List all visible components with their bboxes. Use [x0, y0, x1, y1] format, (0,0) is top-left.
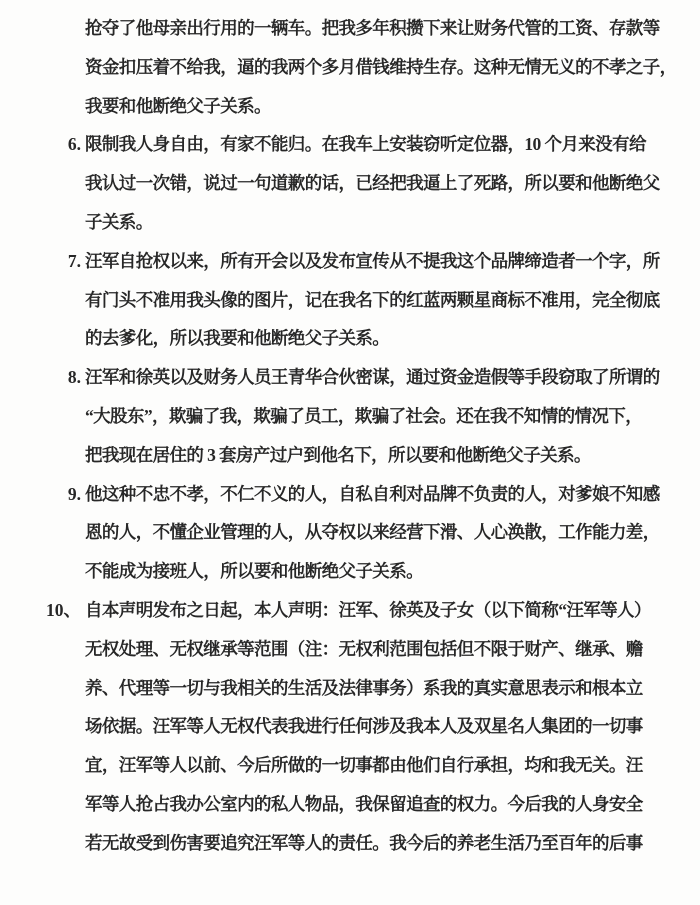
text-line: 养、代理等一切与我相关的生活及法律事务）系我的真实意思表示和根本立: [85, 677, 643, 698]
text-line: 他这种不忠不孝，不仁不义的人，自私自利对品牌不负责的人，对爹娘不知感: [85, 483, 660, 504]
item-number: 9.: [67, 483, 81, 504]
list-item: [67, 475, 660, 591]
text-line: 汪军和徐英以及财务人员王青华合伙密谋，通过资金造假等手段窃取了所谓的: [85, 367, 660, 388]
text-line: 限制我人身自由，有家不能归。在我车上安装窃听定位器，10 个月来没有给: [85, 134, 646, 155]
text-line: 不能成为接班人，所以要和他断绝父子关系。: [85, 561, 423, 582]
text-line: 我认过一次错，说过一句道歉的话，已经把我逼上了死路，所以要和他断绝父: [85, 173, 660, 194]
list-item: [46, 591, 651, 863]
text-line: 汪军自抢权以来，所有开会以及发布宣传从不提我这个品牌缔造者一个字，所: [85, 250, 660, 271]
text-line: 有门头不准用我头像的图片，记在我名下的红蓝两颗星商标不准用，完全彻底: [85, 289, 660, 310]
text-line: 抢夺了他母亲出行用的一辆车。把我多年积攒下来让财务代管的工资、存款等: [85, 18, 660, 38]
list-item: [67, 242, 660, 358]
text-line: 子关系。: [85, 211, 153, 232]
text-line: 若无故受到伤害要追究汪军等人的责任。我今后的养老生活乃至百年的后事: [85, 832, 643, 853]
text-line: “大股东”，欺骗了我，欺骗了员工，欺骗了社会。还在我不知情的情况下，: [85, 405, 643, 426]
text-line: 宜，汪军等人以前、今后所做的一切事都由他们自行承担，均和我无关。汪: [85, 755, 643, 776]
text-line: 恩的人，不懂企业管理的人，从夺权以来经营下滑、人心涣散，工作能力差，: [85, 522, 660, 543]
text-line: 把我现在居住的 3 套房产过户到他名下，所以要和他断绝父子关系。: [85, 444, 591, 465]
item-number: 6.: [67, 134, 81, 155]
text-line: 无权处理、无权继承等范围（注：无权利范围包括但不限于财产、继承、赡: [85, 638, 643, 659]
item-number: 8.: [67, 367, 81, 388]
text-line: 资金扣压着不给我，逼的我两个多月借钱维持生存。这种无情无义的不孝之子，: [85, 56, 677, 77]
text-line: 场依据。汪军等人无权代表我进行任何涉及我本人及双星名人集团的一切事: [85, 716, 643, 737]
list-item: [67, 125, 660, 241]
item-number: 7.: [67, 250, 81, 271]
text-line: 自本声明发布之日起，本人声明：汪军、徐英及子女（以下简称“汪军等人）: [85, 599, 651, 620]
text-line: 我要和他断绝父子关系。: [85, 95, 271, 116]
text-line: 的去爹化，所以我要和他断绝父子关系。: [85, 328, 390, 349]
item-number: 10、: [46, 599, 81, 620]
list-item: [85, 9, 677, 125]
list-item: [67, 358, 660, 474]
text-line: 军等人抢占我办公室内的私人物品，我保留追查的权力。今后我的人身安全: [85, 793, 643, 814]
